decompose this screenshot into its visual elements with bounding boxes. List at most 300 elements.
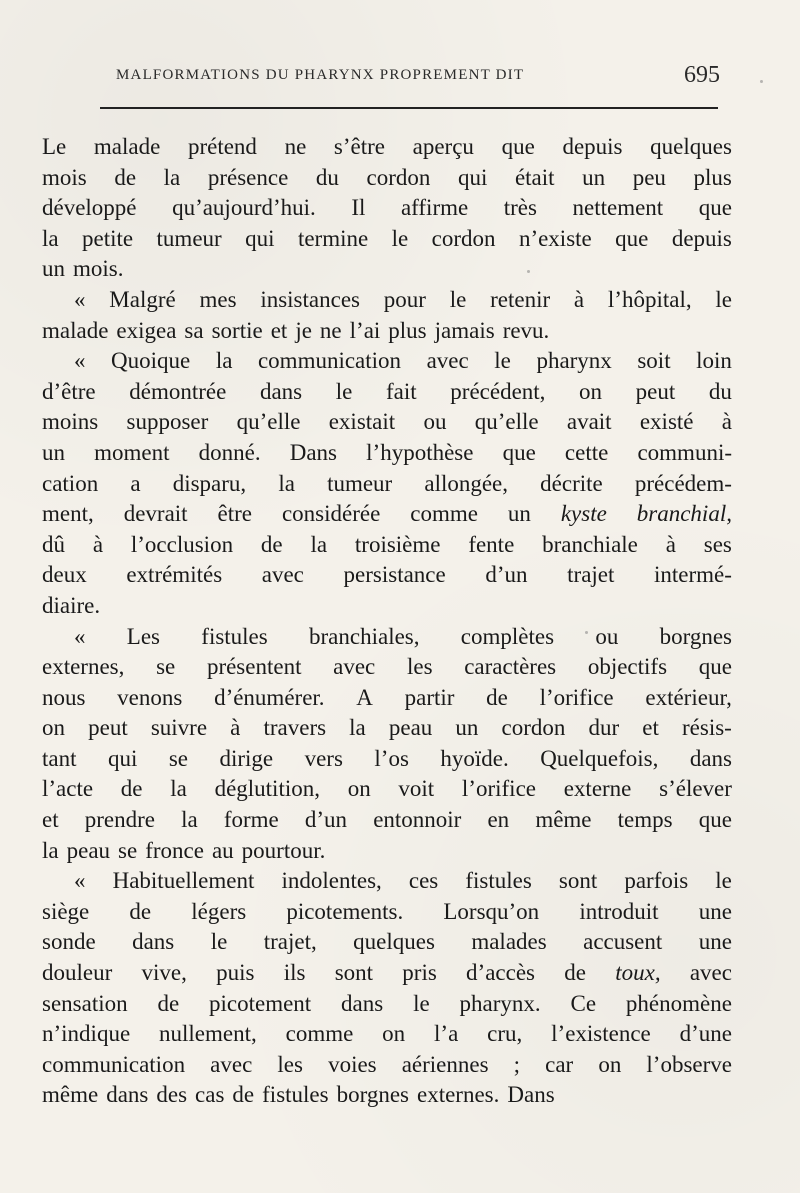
word: et — [42, 807, 59, 833]
word: branchiales, — [309, 623, 420, 649]
word: très — [503, 195, 537, 221]
text-line — [42, 989, 732, 1020]
word: un — [507, 501, 531, 527]
word: s’élever — [659, 776, 732, 802]
print-speck — [585, 631, 588, 634]
word: peut — [88, 715, 128, 741]
word: la — [42, 837, 59, 863]
word: le — [449, 286, 467, 312]
word: ou — [423, 409, 447, 435]
text-line — [42, 622, 732, 653]
word: de — [157, 990, 180, 1016]
word: a — [130, 470, 141, 496]
word: retenir — [490, 286, 551, 312]
word: temps — [617, 807, 673, 833]
word: dans — [106, 1082, 149, 1108]
word: précédent, — [450, 378, 546, 404]
word: hyoïde. — [440, 745, 509, 771]
word: branchial, — [636, 501, 732, 527]
word: petite — [82, 225, 134, 251]
word: un — [582, 164, 606, 190]
word: un — [455, 715, 479, 741]
word: une — [698, 929, 732, 955]
text-line — [42, 193, 732, 224]
word: que — [501, 134, 535, 159]
word: que — [698, 654, 732, 680]
word: Dans — [289, 439, 338, 465]
word: à — [665, 531, 676, 557]
word: le — [715, 868, 732, 894]
word: qui — [107, 745, 138, 771]
word: présentent — [206, 654, 302, 680]
word: car — [545, 1051, 574, 1077]
word: une — [698, 898, 732, 924]
word: kyste — [560, 501, 607, 527]
word: on — [598, 1051, 622, 1077]
word: pharynx. — [459, 990, 541, 1016]
word: partir — [404, 684, 455, 710]
word: aériennes — [401, 1051, 489, 1077]
word: le — [335, 378, 353, 404]
word: à — [230, 715, 241, 741]
text-line — [42, 897, 732, 928]
text-line — [42, 163, 732, 194]
word: termine — [297, 225, 369, 251]
word: sont — [558, 868, 598, 894]
word: Habituellement — [112, 868, 255, 894]
word: dans — [689, 745, 732, 771]
text-line — [42, 499, 732, 530]
word: avec — [210, 1051, 253, 1077]
word: pour — [383, 286, 426, 312]
word: comme — [410, 501, 478, 527]
word: ses — [703, 531, 732, 557]
text-line — [42, 958, 732, 989]
word: nous — [42, 684, 86, 710]
word: de — [114, 164, 137, 190]
word: cru, — [487, 1021, 523, 1047]
word: nullement, — [159, 1021, 257, 1047]
word: Quelquefois, — [540, 745, 659, 771]
word: fistules — [262, 1082, 329, 1108]
word: externes, — [42, 654, 125, 680]
word: venons — [117, 684, 183, 710]
word: pharynx — [536, 348, 612, 374]
text-line — [42, 224, 732, 255]
word: précédem- — [634, 470, 732, 496]
word: ils — [283, 960, 306, 986]
word: se — [118, 837, 138, 863]
word: fait — [386, 378, 417, 404]
word: peau — [388, 715, 433, 741]
word: la — [170, 776, 187, 802]
word: persistance — [343, 562, 446, 588]
word: cette — [564, 439, 609, 465]
word: prendre — [84, 807, 155, 833]
word: voies — [328, 1051, 377, 1077]
word: dû — [42, 531, 65, 557]
word: Les — [126, 623, 160, 649]
word: que — [502, 439, 536, 465]
text-line — [42, 927, 732, 958]
word: qui — [245, 225, 275, 251]
word: du — [315, 164, 339, 190]
page-header — [104, 62, 724, 92]
word: le — [494, 348, 511, 374]
word: complètes — [460, 623, 555, 649]
word: cation — [42, 470, 99, 496]
word: phénomène — [625, 990, 732, 1016]
word: existé — [639, 409, 694, 435]
word: le — [391, 225, 409, 251]
word: dans — [132, 929, 175, 955]
word: exigea — [116, 317, 177, 343]
word: de — [260, 531, 283, 557]
word: à — [721, 409, 732, 435]
word: « — [74, 286, 86, 312]
word: Il — [351, 195, 366, 221]
word: Quoique — [111, 348, 191, 374]
word: était — [514, 164, 555, 190]
word: soit — [637, 348, 671, 374]
text-line — [42, 713, 732, 744]
word: on — [382, 1021, 406, 1047]
word: et — [642, 715, 659, 741]
word: diaire. — [42, 592, 101, 618]
word: suivre — [150, 715, 208, 741]
text-line — [42, 530, 732, 561]
word: je — [295, 317, 312, 343]
word: la — [42, 225, 59, 251]
word: l’orifice — [539, 684, 614, 710]
word: branchiale — [542, 531, 638, 557]
text-line — [42, 346, 732, 377]
word: ment, — [42, 501, 94, 527]
word: que — [698, 807, 732, 833]
word: voit — [398, 776, 435, 802]
word: avait — [566, 409, 612, 435]
text-line — [42, 407, 732, 438]
text-line — [42, 285, 732, 316]
word: l’occlusion — [130, 531, 234, 557]
word: en — [487, 807, 510, 833]
word: communication — [257, 348, 402, 374]
word: comme — [285, 1021, 354, 1047]
word: siège — [42, 898, 90, 924]
word: démontrée — [129, 378, 227, 404]
word: allongée, — [424, 470, 509, 496]
word: cordon — [366, 164, 431, 190]
word: ou — [595, 623, 619, 649]
word: sonde — [42, 929, 96, 955]
paragraph — [42, 346, 732, 621]
word: picotement — [209, 990, 312, 1016]
body-text — [42, 132, 732, 1111]
word: travers — [263, 715, 327, 741]
text-line — [42, 316, 732, 347]
word: fistules — [465, 868, 532, 894]
word: moment — [94, 439, 170, 465]
word: de — [232, 1082, 255, 1108]
word: être — [217, 501, 252, 527]
word: tumeur — [327, 470, 393, 496]
word: le — [210, 929, 228, 955]
word: extrémités — [126, 562, 223, 588]
word: d’énumérer. — [214, 684, 325, 710]
text-line — [42, 254, 732, 285]
word: dans — [259, 378, 303, 404]
word: trajet — [567, 562, 615, 588]
word: que — [615, 225, 649, 251]
word: mois. — [73, 256, 124, 282]
word: la — [181, 807, 198, 833]
word: trajet, — [263, 929, 317, 955]
word: l’existence — [551, 1021, 651, 1047]
paragraph — [42, 285, 732, 346]
word: « — [74, 868, 86, 894]
word: devrait — [123, 501, 188, 527]
word: les — [277, 1051, 303, 1077]
word: quelques — [353, 929, 435, 955]
word: légers — [191, 898, 247, 924]
word: on — [347, 776, 371, 802]
word: insistances — [260, 286, 360, 312]
paragraph — [42, 622, 732, 867]
word: la — [163, 164, 181, 190]
word: donné. — [198, 439, 261, 465]
word: Le — [42, 134, 67, 159]
word: malade — [42, 317, 109, 343]
word: et — [270, 317, 288, 343]
word: le — [413, 990, 430, 1016]
word: qu’elle — [236, 409, 301, 435]
word: avec — [261, 562, 304, 588]
word: avec — [333, 654, 376, 680]
word: n’indique — [42, 1021, 131, 1047]
word: que — [698, 195, 732, 221]
word: puis — [216, 960, 255, 986]
word: d’être — [42, 378, 96, 404]
word: externes. — [417, 1082, 500, 1108]
text-line — [42, 774, 732, 805]
word: l’hôpital, — [607, 286, 692, 312]
word: l’acte — [42, 776, 94, 802]
text-line — [42, 744, 732, 775]
running-title: MALFORMATIONS DU PHARYNX PROPREMENT DIT — [116, 67, 525, 83]
text-line — [42, 560, 732, 591]
word: troisième — [354, 531, 441, 557]
word: depuis — [671, 225, 732, 251]
text-line — [42, 469, 732, 500]
word: le — [715, 286, 732, 312]
word: cordon — [501, 715, 566, 741]
word: même — [42, 1082, 99, 1108]
word: l’ai — [349, 317, 381, 343]
word: extérieur, — [645, 684, 732, 710]
word: la — [310, 531, 328, 557]
word: avec — [689, 960, 732, 986]
word: des — [156, 1082, 188, 1108]
word: un — [42, 439, 65, 465]
word: d’une — [679, 1021, 732, 1047]
word: A — [356, 684, 373, 710]
word: on — [579, 378, 603, 404]
word: depuis — [562, 134, 623, 159]
word: borgnes — [659, 623, 732, 649]
text-line — [42, 1050, 732, 1081]
word: disparu, — [172, 470, 247, 496]
word: objectifs — [587, 654, 668, 680]
word: ne — [319, 317, 342, 343]
word: les — [406, 654, 433, 680]
text-line — [42, 438, 732, 469]
word: caractères — [464, 654, 557, 680]
word: mes — [199, 286, 237, 312]
word: qui — [457, 164, 488, 190]
word: l’os — [374, 745, 409, 771]
word: pourtour. — [241, 837, 326, 863]
text-line — [42, 591, 732, 622]
word: supposer — [126, 409, 209, 435]
word: l’hypothèse — [366, 439, 474, 465]
word: un — [42, 256, 65, 282]
word: peu — [632, 164, 666, 190]
word: entonnoir — [373, 807, 462, 833]
word: sont — [334, 960, 374, 986]
word: communication — [42, 1051, 186, 1077]
text-line — [42, 805, 732, 836]
word: « — [74, 348, 86, 374]
word: Lorsqu’on — [443, 898, 540, 924]
word: Ce — [570, 990, 597, 1016]
word: pris — [402, 960, 437, 986]
word: d’un — [304, 807, 348, 833]
word: même — [535, 807, 592, 833]
word: s’être — [333, 134, 385, 159]
word: Dans — [507, 1082, 555, 1108]
word: la — [215, 348, 233, 374]
word: prétend — [187, 134, 257, 159]
word: à — [92, 531, 104, 557]
word: du — [708, 378, 732, 404]
word: ; — [513, 1051, 521, 1077]
word: Malgré — [109, 286, 176, 312]
word: quelques — [650, 134, 732, 159]
paragraph — [42, 132, 732, 285]
word: fronce — [145, 837, 204, 863]
word: ces — [408, 868, 439, 894]
word: de — [120, 776, 143, 802]
word: présence — [207, 164, 289, 190]
word: avec — [426, 348, 469, 374]
word: décrite — [540, 470, 603, 496]
word: la — [349, 715, 366, 741]
text-line — [42, 132, 732, 163]
word: dans — [341, 990, 384, 1016]
word: sortie — [211, 317, 263, 343]
word: parfois — [624, 868, 689, 894]
text-line — [42, 1080, 732, 1111]
word: qu’aujourd’hui. — [172, 195, 316, 221]
word: deux — [42, 562, 87, 588]
word: considérée — [281, 501, 381, 527]
word: l’orifice — [461, 776, 536, 802]
text-line — [42, 866, 732, 897]
word: à — [573, 286, 585, 312]
word: fistules — [201, 623, 268, 649]
word: résis- — [682, 715, 732, 741]
word: vive, — [141, 960, 187, 986]
word: indolentes, — [281, 868, 382, 894]
word: « — [74, 623, 86, 649]
word: mois — [42, 164, 87, 190]
word: tumeur — [156, 225, 222, 251]
word: toux, — [615, 960, 661, 986]
word: de — [564, 960, 586, 986]
text-line — [42, 683, 732, 714]
word: dirige — [219, 745, 274, 771]
word: la — [278, 470, 295, 496]
word: plus — [388, 317, 427, 343]
print-speck — [760, 80, 763, 83]
print-speck — [527, 270, 530, 273]
word: au — [211, 837, 234, 863]
word: l’observe — [646, 1051, 732, 1077]
word: cordon — [431, 225, 496, 251]
word: ne — [284, 134, 307, 159]
word: tant — [42, 745, 77, 771]
word: cas — [195, 1082, 225, 1108]
word: introduit — [579, 898, 659, 924]
text-line — [42, 1019, 732, 1050]
word: on — [42, 715, 65, 741]
word: de — [486, 684, 508, 710]
word: nettement — [572, 195, 664, 221]
word: jamais — [434, 317, 495, 343]
word: forme — [223, 807, 279, 833]
word: externe — [563, 776, 632, 802]
word: sa — [184, 317, 204, 343]
text-line — [42, 377, 732, 408]
word: picotements. — [286, 898, 404, 924]
word: d’accès — [466, 960, 535, 986]
word: aperçu — [412, 134, 474, 159]
word: sensation — [42, 990, 128, 1016]
word: d’un — [485, 562, 528, 588]
word: affirme — [400, 195, 469, 221]
word: intermé- — [654, 562, 732, 588]
paragraph — [42, 866, 732, 1111]
word: revu. — [502, 317, 550, 343]
header-rule — [100, 107, 718, 109]
text-line — [42, 836, 732, 867]
word: déglutition, — [214, 776, 320, 802]
word: loin — [696, 348, 732, 374]
word: n’existe — [518, 225, 592, 251]
word: douleur — [42, 960, 113, 986]
word: existait — [328, 409, 396, 435]
word: accusent — [583, 929, 663, 955]
word: de — [129, 898, 152, 924]
page-number: 695 — [684, 62, 720, 88]
word: malades — [471, 929, 547, 955]
word: borgnes — [336, 1082, 409, 1108]
word: vers — [304, 745, 343, 771]
word: qu’elle — [474, 409, 539, 435]
word: peau — [66, 837, 111, 863]
word: développé — [42, 195, 137, 221]
word: fente — [468, 531, 515, 557]
